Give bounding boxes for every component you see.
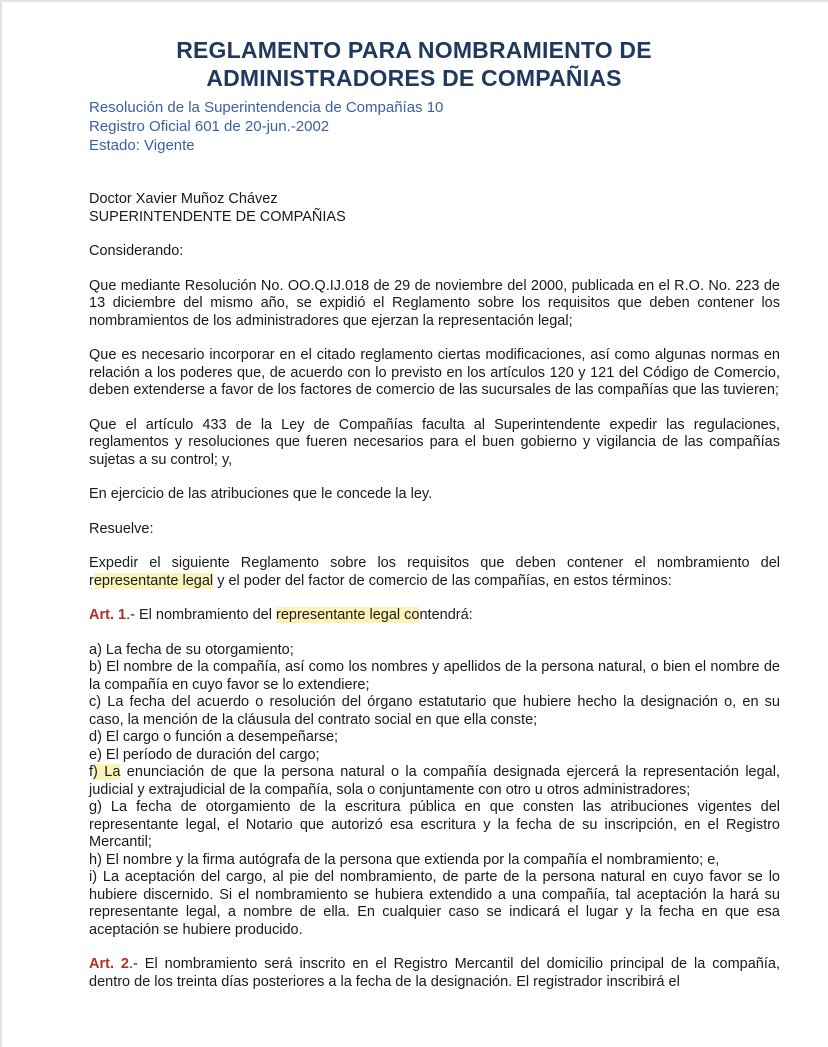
title-line-1: REGLAMENTO PARA NOMBRAMIENTO DE xyxy=(176,37,652,63)
meta-resolucion: Resolución de la Superintendencia de Compañías 10 xyxy=(89,99,444,116)
list-item-prefix: f xyxy=(89,764,94,780)
article-1-label: Art. 1 xyxy=(89,607,127,623)
document-meta xyxy=(89,98,780,155)
resuelve-label: Resuelve: xyxy=(89,520,154,537)
signer-position: SUPERINTENDENTE DE COMPAÑIAS xyxy=(89,208,346,225)
article-2-paragraph xyxy=(89,956,780,991)
page-top-edge xyxy=(0,0,828,3)
considerando-paragraph: Que mediante Resolución No. OO.Q.IJ.018 de 29 de noviembre del 2000, publicada en el R.O. No. 223 de 13 diciembre del mismo año, se expidió el Reglamento sobre los requisitos que deben contener los nombramientos de los administradores que ejerzan la representación legal; xyxy=(89,277,780,329)
list-item-rest: enunciación de que la persona natural o la compañía designada ejercerá la representación legal, judicial y extrajudicial de la compañía, sola o conjuntamente con otro u otros administradores; xyxy=(89,764,780,798)
considerando-paragraph: En ejercicio de las atribuciones que le concede la ley. xyxy=(89,486,433,502)
meta-estado: Estado: Vigente xyxy=(89,137,195,154)
article-1-intro-after: ntendrá: xyxy=(419,607,473,623)
article-2-label: Art. 2 xyxy=(89,956,129,972)
expedir-paragraph xyxy=(89,555,780,590)
list-item: d) El cargo o función a desempeñarse; xyxy=(89,729,339,745)
expedir-text-before: Expedir el siguiente Reglamento sobre los requisitos que deben contener el nombramiento del r xyxy=(89,555,780,589)
article-1-list xyxy=(89,642,780,940)
meta-registro: Registro Oficial 601 de 20-jun.-2002 xyxy=(89,118,330,135)
list-item: g) La fecha de otorgamiento de la escritura pública en que consten las atribuciones vigentes del representante legal, el Notario que autorizó esa escritura y la fecha de su inscripción, en el Registro Mercantil; xyxy=(89,799,780,850)
considerando-paragraph: Que es necesario incorporar en el citado reglamento ciertas modificaciones, así como algunas normas en relación a los poderes que, de acuerdo con lo previsto en los artículos 120 y 121 del Código de Comercio, deben extenderse a favor de los factores de comercio de las sucursales de las compañías que las tuvieren; xyxy=(89,347,780,398)
highlighted-text[interactable]: representante legal co xyxy=(275,607,420,623)
page-left-edge xyxy=(0,0,2,1047)
list-item: b) El nombre de la compañía, así como los nombres y apellidos de la persona natural, o bien el nombre de la compañía en cuyo favor se lo extendiere; xyxy=(89,659,780,693)
title-line-2: ADMINISTRADORES DE COMPAÑIAS xyxy=(206,65,622,91)
highlighted-text[interactable]: ) La xyxy=(93,764,121,780)
list-item: a) La fecha de su otorgamiento; xyxy=(89,641,294,658)
expedir-text-after: y el poder del factor de comercio de las compañías, en estos términos: xyxy=(213,572,672,589)
list-item: e) El período de duración del cargo; xyxy=(89,746,320,763)
article-1-heading xyxy=(89,607,780,625)
considerando-paragraph: Que el artículo 433 de la Ley de Compañías faculta al Superintendente expedir las regulaciones, reglamentos y resoluciones que fueren necesarios para el buen gobierno y vigilancia de las compañías sujetas a su control; y, xyxy=(89,416,780,468)
signer-name: Doctor Xavier Muñoz Chávez xyxy=(89,191,278,207)
article-2-text: .- El nombramiento será inscrito en el Registro Mercantil del domicilio principal de la compañía, dentro de los treinta días posteriores a la fecha de la designación. El registrador inscribirá el xyxy=(89,956,780,990)
document-title xyxy=(0,36,828,92)
article-1-intro-before: .- El nombramiento del xyxy=(126,607,276,623)
list-item xyxy=(89,764,780,799)
highlighted-text[interactable]: epresentante legal xyxy=(93,572,214,589)
list-item: c) La fecha del acuerdo o resolución del órgano estatutario que hubiere hecho la designación o, en su caso, la mención de la cláusula del contrato social en que ella conste; xyxy=(89,694,780,728)
document-body xyxy=(89,191,780,991)
considerando-label: Considerando: xyxy=(89,243,184,259)
list-item: h) El nombre y la firma autógrafa de la persona que extienda por la compañía el nombramiento; e, xyxy=(89,851,720,868)
list-item: i) La aceptación del cargo, al pie del nombramiento, de parte de la persona natural en cuyo favor se lo hubiere discernido. Si el nombramiento se hubiera extendido a una compañía, tal aceptación la hará su representante legal, a nombre de ella. En cualquier caso se indicará el lugar y la fecha en que esa aceptación se hubiere producido. xyxy=(89,869,780,938)
